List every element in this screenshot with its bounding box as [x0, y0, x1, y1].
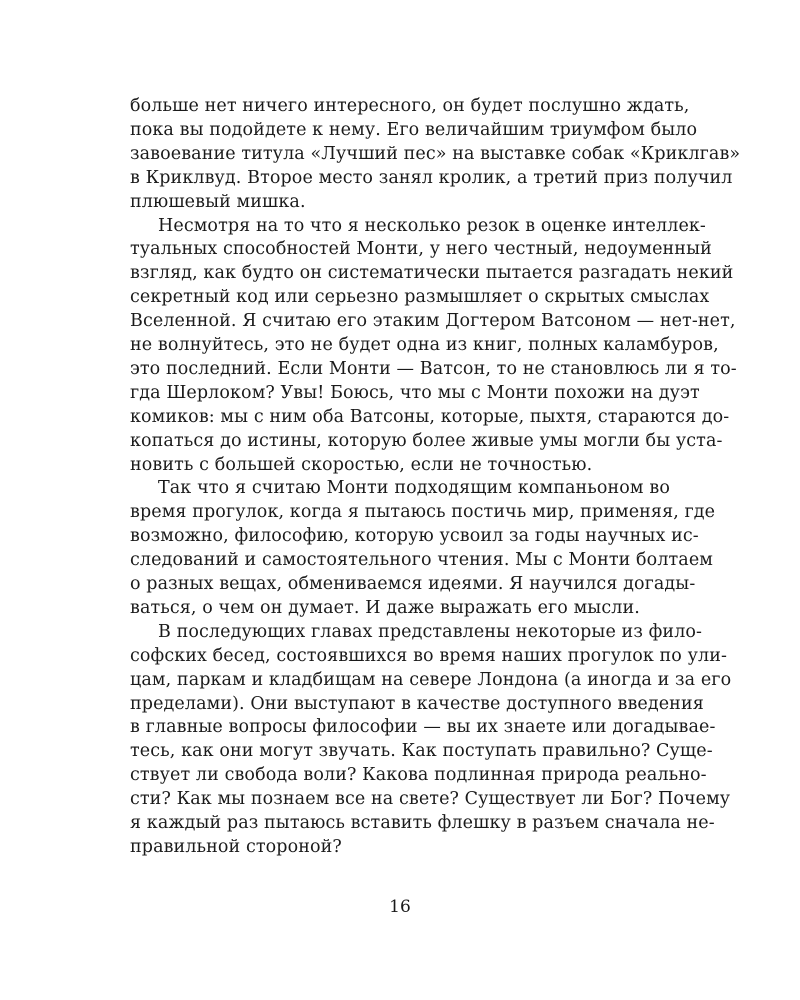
- text-line: Вселенной. Я считаю его этаким Догтером Ватсоном — нет-нет,: [130, 311, 736, 332]
- text-line: в Криклвуд. Второе место занял кролик, а третий приз получил: [130, 167, 733, 188]
- text-line: пределами). Они выступают в качестве доступного введения: [130, 693, 704, 714]
- text-line: следований и самостоятельного чтения. Мы с Монти болтаем: [130, 550, 714, 571]
- text-line: гда Шерлоком? Увы! Боюсь, что мы с Монти похожи на дуэт: [130, 382, 700, 403]
- text-line: Так что я считаю Монти подходящим компаньоном во: [158, 478, 670, 499]
- text-line: взгляд, как будто он систематически пытается разгадать некий: [130, 263, 734, 284]
- text-line: цам, паркам и кладбищам на севере Лондона (а иногда и за его: [130, 669, 732, 690]
- text-line: ствует ли свобода воли? Какова подлинная природа реально-: [130, 765, 707, 786]
- text-line: завоевание титула «Лучший пес» на выставке собак «Криклгав»: [130, 143, 741, 164]
- text-line: о разных вещах, обмениваемся идеями. Я научился догады-: [130, 574, 696, 594]
- text-line: пока вы подойдете к нему. Его величайшим триумфом было: [130, 119, 698, 140]
- text-line: тесь, как они могут звучать. Как поступать правильно? Суще-: [130, 741, 713, 762]
- text-line: это последний. Если Монти — Ватсон, то не становлюсь ли я то-: [130, 358, 737, 379]
- text-line: ваться, о чем он думает. И даже выражать его мысли.: [130, 597, 640, 618]
- text-line: в главные вопросы философии — вы их знаете или догадывае-: [130, 717, 716, 738]
- text-line: я каждый раз пытаюсь вставить флешку в разъем сначала не-: [130, 813, 715, 833]
- text-line: возможно, философию, которую усвоил за годы научных ис-: [130, 526, 699, 547]
- text-line: больше нет ничего интересного, он будет послушно ждать,: [130, 96, 690, 116]
- page-number: 16: [389, 897, 411, 917]
- text-line: плюшевый мишка.: [130, 191, 306, 212]
- text-line: сти? Как мы познаем все на свете? Существует ли Бог? Почему: [130, 789, 731, 810]
- text-line: новить с большей скоростью, если не точностью.: [130, 454, 593, 475]
- text-line: не волнуйтесь, это не будет одна из книг, полных каламбуров,: [130, 335, 719, 355]
- page-text: [130, 88, 741, 958]
- text-line: софских бесед, состоявшихся во время наших прогулок по ули-: [130, 645, 727, 666]
- text-line: время прогулок, когда я пытаюсь постичь мир, применяя, где: [130, 502, 716, 523]
- text-line: секретный код или серьезно размышляет о скрытых смыслах: [130, 287, 710, 308]
- text-line: копаться до истины, которую более живые умы могли бы уста-: [130, 430, 723, 451]
- text-line: туальных способностей Монти, у него честный, недоуменный: [130, 239, 712, 260]
- text-line: комиков: мы с ним оба Ватсоны, которые, пыхтя, стараются до-: [130, 406, 730, 427]
- text-line: правильной стороной?: [130, 836, 342, 857]
- text-line: В последующих главах представлены некоторые из фило-: [158, 621, 703, 642]
- text-line: Несмотря на то что я несколько резок в оценке интеллек-: [158, 215, 706, 236]
